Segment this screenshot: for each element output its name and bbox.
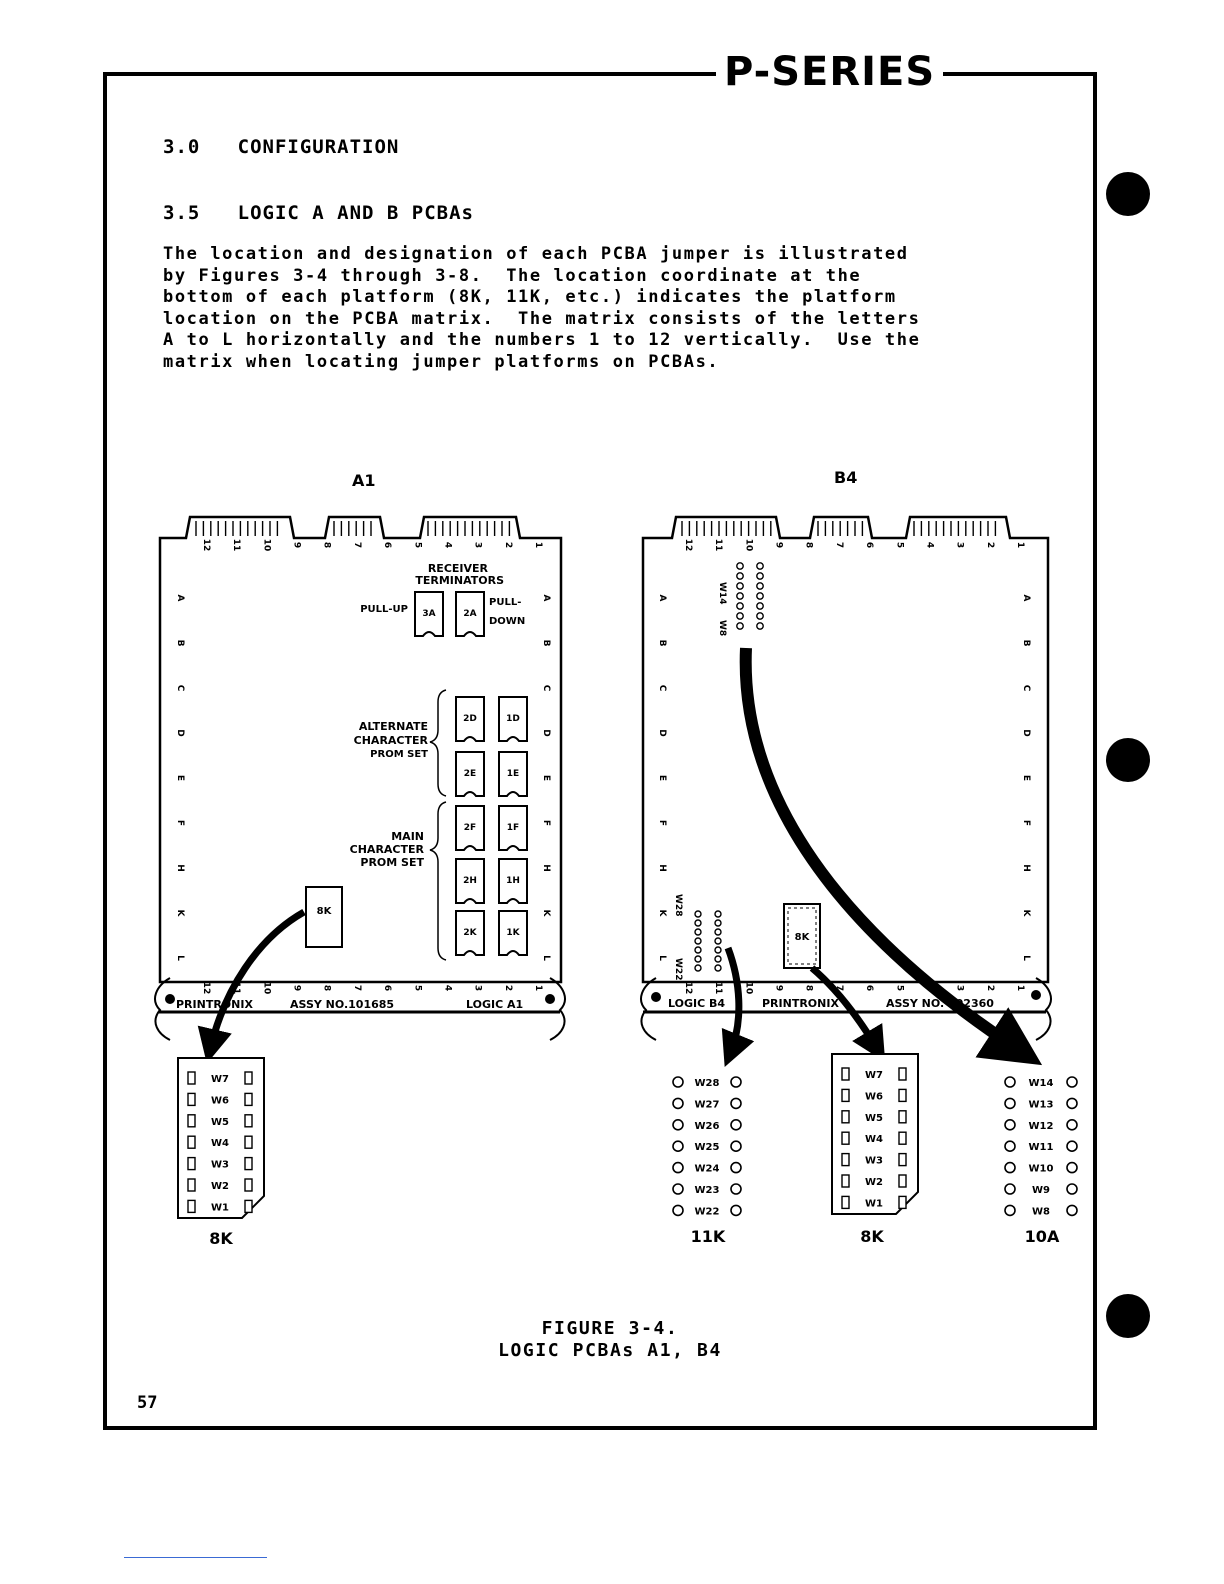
jumper-pin [842, 1068, 849, 1080]
row-letter: H [1021, 864, 1031, 872]
jumper-label: W27 [694, 1099, 720, 1111]
column-number: 5 [894, 541, 905, 549]
jumper-label: W22 [694, 1206, 720, 1218]
jumper-pin [188, 1093, 195, 1105]
jumper-label: W13 [1028, 1099, 1054, 1111]
jumper-label: W1 [211, 1202, 229, 1214]
column-number: 7 [351, 541, 362, 549]
jumper-label: W3 [211, 1159, 229, 1171]
jumper-pin [737, 563, 743, 569]
prom-socket-label: 2F [463, 823, 477, 833]
jumper-pin [1067, 1141, 1077, 1151]
board-b4-ejector-right [1036, 978, 1051, 1040]
row-letter: L [657, 955, 667, 961]
column-number: 4 [924, 541, 935, 549]
row-letter: A [657, 594, 667, 602]
ejector-pin [1031, 990, 1041, 1000]
column-number: 8 [803, 984, 814, 992]
column-number: 11 [713, 538, 724, 552]
jumper-pin [673, 1205, 683, 1215]
board-b4-outline [643, 517, 1048, 982]
jumper-pin [757, 623, 763, 629]
row-letter: E [175, 774, 185, 782]
jumper-pin [899, 1132, 906, 1144]
prom-socket-label: 1F [506, 823, 520, 833]
a1-8k-platform [306, 887, 342, 947]
jumper-pin [899, 1175, 906, 1187]
jumper-pin [842, 1196, 849, 1208]
column-number: 5 [412, 541, 423, 549]
column-number: 11 [231, 538, 242, 552]
b4-footer-logic: LOGIC B4 [668, 997, 726, 1010]
jumper-pin [737, 623, 743, 629]
row-letter: K [1021, 909, 1031, 917]
jumper-label: W24 [694, 1163, 720, 1175]
jumper-label: W5 [211, 1116, 229, 1128]
jumper-pin [737, 613, 743, 619]
jumper-pin [899, 1089, 906, 1101]
jumper-pin [1067, 1098, 1077, 1108]
jumper-pin [1005, 1141, 1015, 1151]
column-number: 3 [954, 541, 965, 549]
body-line: location on the PCBA matrix. The matrix consists of the letters [163, 308, 921, 329]
jumper-pin [245, 1200, 252, 1212]
jumper-pin [245, 1072, 252, 1084]
prom-socket-label: 1H [506, 876, 520, 886]
column-number: 11 [231, 981, 242, 995]
jumper-pin [757, 583, 763, 589]
link-underline [124, 1557, 267, 1558]
b4-w8-label: W8 [717, 620, 727, 637]
prom-socket-label: 2D [463, 714, 477, 724]
jumper-pin [715, 929, 721, 935]
jumper-pin [1005, 1184, 1015, 1194]
jumper-pin [737, 573, 743, 579]
prom-socket-label: 2H [463, 876, 477, 886]
row-letter: F [175, 819, 185, 827]
jumper-label: W25 [694, 1142, 720, 1154]
column-number: 6 [382, 541, 393, 549]
column-number: 5 [412, 984, 423, 992]
column-number: 10 [743, 538, 754, 552]
platform-location-label: 8K [860, 1227, 884, 1246]
jumper-pin [757, 593, 763, 599]
column-number: 6 [864, 984, 875, 992]
jumper-label: W8 [1032, 1206, 1050, 1218]
body-line: by Figures 3-4 through 3-8. The location coordinate at the [163, 265, 862, 286]
jumper-pin [899, 1154, 906, 1166]
column-number: 7 [351, 984, 362, 992]
row-letter: L [541, 955, 551, 961]
jumper-pin [842, 1154, 849, 1166]
jumper-pin [695, 956, 701, 962]
row-letter: A [175, 594, 185, 602]
jumper-label: W2 [865, 1177, 883, 1188]
row-letter: A [1021, 594, 1031, 602]
ejector-pin [165, 994, 175, 1004]
jumper-pin [737, 593, 743, 599]
row-letter: B [541, 639, 551, 647]
jumper-pin [731, 1141, 741, 1151]
ejector-pin [545, 994, 555, 1004]
column-number: 6 [864, 541, 875, 549]
jumper-label: W7 [865, 1070, 883, 1081]
column-number: 7 [833, 541, 844, 549]
row-letter: E [541, 774, 551, 782]
jumper-label: W6 [865, 1091, 883, 1103]
board-a1 [155, 517, 565, 1050]
column-number: 4 [442, 984, 453, 992]
alternate-prom-set-label: ALTERNATE [358, 720, 428, 733]
jumper-label: W4 [211, 1138, 229, 1150]
jumper-pin [188, 1158, 195, 1170]
board-b4-ejector-left [641, 978, 656, 1040]
jumper-label: W5 [865, 1112, 883, 1124]
jumper-pin [695, 929, 701, 935]
prom-socket-label: 1K [506, 928, 520, 938]
a1-8k-platform-label: 8K [316, 906, 332, 917]
row-letter: F [541, 819, 551, 827]
column-number: 8 [803, 541, 814, 549]
jumper-pin [673, 1163, 683, 1173]
jumper-label: W6 [211, 1095, 229, 1107]
jumper-pin [1067, 1120, 1077, 1130]
jumper-pin [1005, 1205, 1015, 1215]
column-number: 12 [683, 981, 693, 995]
jumper-pin [673, 1141, 683, 1151]
b4-w28-label: W28 [673, 894, 683, 917]
alternate-prom-set-label: CHARACTER [353, 734, 428, 747]
jumper-pin [899, 1111, 906, 1123]
jumper-pin [695, 965, 701, 971]
row-letter: A [541, 594, 551, 602]
board-b4-title: B4 [834, 468, 858, 487]
jumper-label: W2 [211, 1181, 229, 1192]
jumper-pin [695, 911, 701, 917]
jumper-label: W11 [1028, 1142, 1054, 1154]
jumper-pin [188, 1136, 195, 1148]
b4-footer-assy: ASSY NO. 102360 [886, 997, 994, 1010]
column-number: 9 [291, 541, 302, 549]
section-title: CONFIGURATION [237, 136, 400, 158]
column-number: 12 [201, 981, 211, 995]
platform-location-label: 10A [1024, 1227, 1060, 1246]
jumper-pin [899, 1196, 906, 1208]
column-number: 2 [502, 541, 513, 549]
jumper-pin [715, 920, 721, 926]
prom-socket-label: 1E [506, 769, 520, 779]
jumper-pin [695, 947, 701, 953]
row-letter: L [175, 955, 185, 961]
row-letter: F [1021, 819, 1031, 827]
jumper-pin [842, 1111, 849, 1123]
jumper-pin [731, 1077, 741, 1087]
figure-caption-line1: FIGURE 3-4. [541, 1318, 679, 1339]
jumper-pin [695, 920, 701, 926]
body-line: The location and designation of each PCBA jumper is illustrated [163, 244, 909, 264]
column-number: 11 [713, 981, 724, 995]
column-number: 1 [533, 984, 543, 992]
jumper-label: W23 [694, 1185, 720, 1196]
jumper-pin [1067, 1077, 1077, 1087]
column-number: 2 [502, 984, 513, 992]
pull-up-label: PULL-UP [360, 604, 408, 615]
board-b4 [641, 517, 1051, 1054]
jumper-pin [1005, 1077, 1015, 1087]
receiver-terminators-label: TERMINATORS [415, 574, 504, 587]
b4-8k-platform-label: 8K [794, 932, 810, 943]
jumper-label: W7 [211, 1074, 229, 1085]
pull-down-label: DOWN [489, 616, 526, 627]
jumper-label: W9 [1032, 1185, 1050, 1196]
jumper-pin [757, 613, 763, 619]
jumper-label: W4 [865, 1134, 883, 1146]
page-number: 57 [137, 1393, 158, 1413]
jumper-pin [245, 1093, 252, 1105]
prom-socket-label: 2A [463, 609, 477, 619]
board-a1-ejector-right [550, 978, 565, 1040]
jumper-pin [731, 1205, 741, 1215]
jumper-pin [188, 1200, 195, 1212]
column-number: 1 [1015, 984, 1025, 992]
column-number: 4 [442, 541, 453, 549]
prom-socket-label: 3A [422, 609, 436, 619]
b4-w22-label: W22 [673, 958, 683, 981]
jumper-pin [1005, 1163, 1015, 1173]
column-number: 3 [472, 984, 483, 992]
row-letter: H [657, 864, 667, 872]
section-number: 3.0 [163, 136, 201, 158]
column-number: 7 [833, 984, 844, 992]
jumper-pin [737, 603, 743, 609]
row-letter: E [657, 774, 667, 782]
jumper-pin [731, 1120, 741, 1130]
jumper-pin [757, 573, 763, 579]
jumper-pin [1067, 1184, 1077, 1194]
column-number: 4 [924, 984, 935, 992]
jumper-pin [757, 603, 763, 609]
row-letter: B [657, 639, 667, 647]
column-number: 9 [773, 541, 784, 549]
column-number: 10 [743, 981, 754, 995]
column-number: 8 [321, 984, 332, 992]
jumper-pin [731, 1163, 741, 1173]
jumper-label: W1 [865, 1198, 883, 1210]
jumper-label: W3 [865, 1155, 883, 1167]
column-number: 5 [894, 984, 905, 992]
jumper-detail-callouts [178, 1054, 1077, 1248]
jumper-pin [715, 947, 721, 953]
pull-down-label: PULL- [489, 597, 522, 608]
main-prom-set-label: CHARACTER [349, 843, 424, 856]
receiver-terminators-label: RECEIVER [427, 562, 488, 575]
a1-footer-assy: ASSY NO.101685 [290, 998, 395, 1011]
column-number: 10 [261, 981, 272, 995]
body-line: bottom of each platform (8K, 11K, etc.) indicates the platform [163, 287, 897, 308]
a1-footer-brand: PRINTRONIX [176, 998, 253, 1011]
board-a1-column-numbers-bottom [201, 982, 543, 995]
column-number: 1 [1015, 541, 1025, 549]
jumper-pin [731, 1184, 741, 1194]
brand-header: P-SERIES [716, 50, 943, 94]
row-letter: K [541, 909, 551, 917]
main-prom-set-label: PROM SET [360, 856, 424, 869]
column-number: 3 [954, 984, 965, 992]
column-number: 6 [382, 984, 393, 992]
jumper-pin [245, 1136, 252, 1148]
jumper-label: W12 [1028, 1120, 1054, 1132]
row-letter: D [657, 729, 667, 737]
column-number: 3 [472, 541, 483, 549]
jumper-pin [245, 1115, 252, 1127]
row-letter: H [175, 864, 185, 872]
column-number: 12 [683, 538, 693, 552]
platform-location-label: 8K [209, 1229, 233, 1248]
jumper-pin [188, 1179, 195, 1191]
b4-footer-brand: PRINTRONIX [762, 997, 839, 1010]
ejector-pin [651, 992, 661, 1002]
column-number: 2 [984, 984, 995, 992]
jumper-label: W14 [1028, 1078, 1054, 1089]
b4-w14-label: W14 [717, 582, 727, 605]
jumper-label: W26 [694, 1120, 720, 1132]
jumper-pin [673, 1184, 683, 1194]
body-line: matrix when locating jumper platforms on PCBAs. [163, 351, 720, 372]
jumper-pin [715, 965, 721, 971]
row-letter: E [1021, 774, 1031, 782]
a1-footer-logic: LOGIC A1 [466, 998, 524, 1011]
row-letter: D [1021, 729, 1031, 737]
row-letter: B [1021, 639, 1031, 647]
row-letter: K [175, 909, 185, 917]
board-a1-title: A1 [352, 471, 376, 490]
jumper-pin [737, 583, 743, 589]
row-letter: D [175, 729, 185, 737]
jumper-pin [715, 911, 721, 917]
subsection-title: LOGIC A AND B PCBAs [237, 202, 474, 224]
column-number: 1 [533, 541, 543, 549]
jumper-pin [695, 938, 701, 944]
jumper-pin [673, 1077, 683, 1087]
jumper-pin [757, 563, 763, 569]
jumper-pin [245, 1158, 252, 1170]
prom-socket-label: 2E [463, 769, 477, 779]
alternate-prom-set-label: PROM SET [370, 749, 428, 760]
row-letter: B [175, 639, 185, 647]
row-letter: K [657, 909, 667, 917]
row-letter: C [657, 684, 667, 692]
jumper-pin [245, 1179, 252, 1191]
body-line: A to L horizontally and the numbers 1 to 12 vertically. Use the [163, 330, 921, 351]
prom-socket-label: 2K [463, 928, 477, 938]
figure-caption-line2: LOGIC PCBAs A1, B4 [498, 1340, 722, 1361]
row-letter: H [541, 864, 551, 872]
jumper-pin [1067, 1163, 1077, 1173]
subsection-number: 3.5 [163, 202, 201, 224]
jumper-pin [1005, 1098, 1015, 1108]
row-letter: C [541, 684, 551, 692]
column-number: 10 [261, 538, 272, 552]
column-number: 2 [984, 541, 995, 549]
board-a1-ejector-left [155, 978, 170, 1040]
jumper-pin [188, 1072, 195, 1084]
prom-socket-label: 1D [506, 714, 520, 724]
row-letter: C [1021, 684, 1031, 692]
jumper-pin [673, 1120, 683, 1130]
jumper-pin [673, 1098, 683, 1108]
row-letter: F [657, 819, 667, 827]
jumper-pin [1067, 1205, 1077, 1215]
column-number: 12 [201, 538, 211, 552]
jumper-pin [842, 1089, 849, 1101]
platform-location-label: 11K [690, 1227, 726, 1246]
row-letter: L [1021, 955, 1031, 961]
jumper-pin [731, 1098, 741, 1108]
jumper-pin [899, 1068, 906, 1080]
row-letter: C [175, 684, 185, 692]
jumper-pin [1005, 1120, 1015, 1130]
jumper-pin [715, 938, 721, 944]
jumper-pin [842, 1175, 849, 1187]
jumper-pin [842, 1132, 849, 1144]
column-number: 8 [321, 541, 332, 549]
column-number: 9 [291, 984, 302, 992]
row-letter: D [541, 729, 551, 737]
jumper-pin [715, 956, 721, 962]
jumper-label: W10 [1028, 1163, 1054, 1175]
jumper-pin [188, 1115, 195, 1127]
column-number: 9 [773, 984, 784, 992]
main-prom-set-label: MAIN [391, 830, 424, 843]
jumper-label: W28 [694, 1078, 720, 1089]
